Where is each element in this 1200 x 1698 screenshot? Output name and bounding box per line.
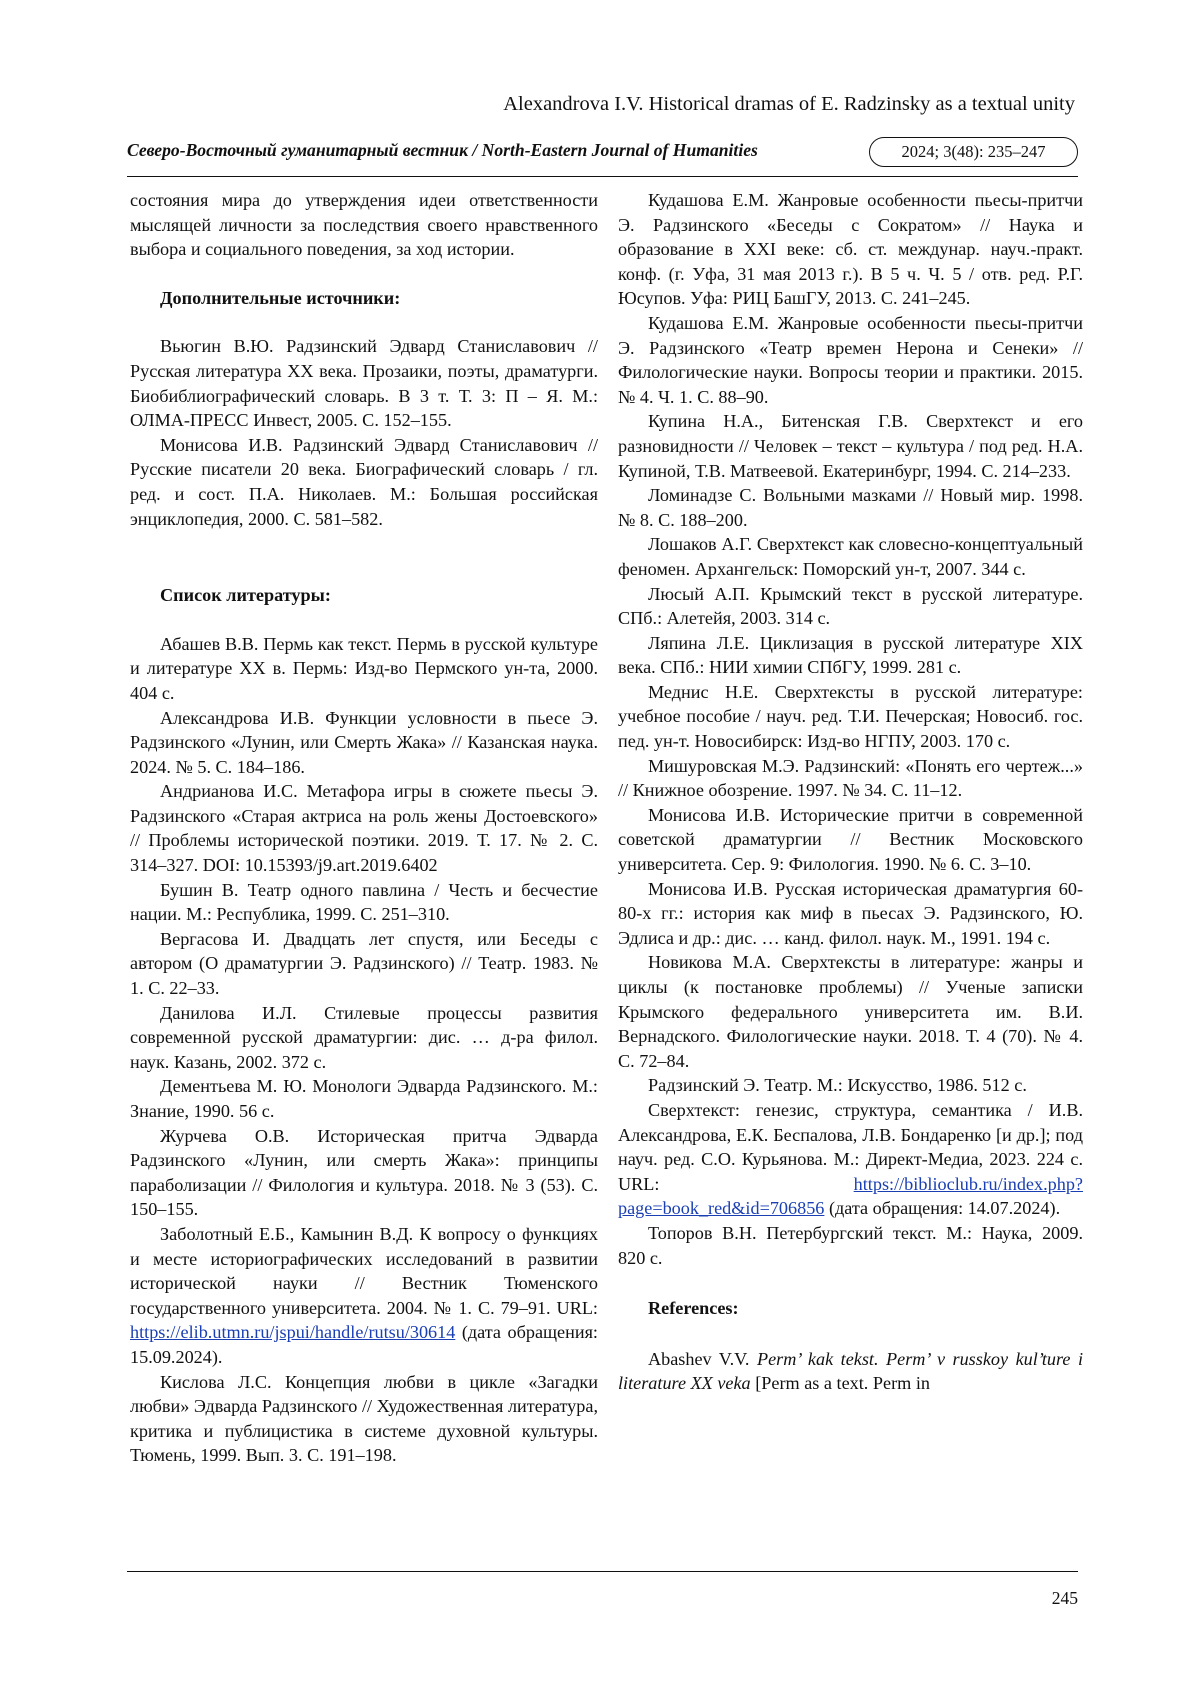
spacer	[130, 531, 598, 583]
left-column	[130, 188, 598, 1468]
spacer	[618, 1270, 1083, 1296]
reference-item: Дементьева М. Ю. Монологи Эдварда Радзинского. М.: Знание, 1990. 56 с.	[130, 1076, 598, 1121]
right-column	[618, 188, 1083, 1396]
reference-item: Журчева О.В. Историческая притча Эдварда Радзинского «Лунин, или смерть Жака»: принципы параболизации // Филология и культура. 2018. № 3 (53). С. 150–155.	[130, 1125, 598, 1220]
reference-item: Мишуровская М.Э. Радзинский: «Понять его чертеж...» // Книжное обозрение. 1997. № 34. С. 11–12.	[618, 755, 1083, 801]
reference-url-link[interactable]: https://biblioclub.ru/index.php?page=book_red&id=706856	[618, 1173, 1083, 1219]
spacer	[130, 608, 598, 632]
reference-item: Ломинадзе С. Вольными мазками // Новый мир. 1998. № 8. С. 188–200.	[618, 485, 1083, 530]
reference-url-link[interactable]: https://elib.utmn.ru/jspui/handle/rutsu/30614	[130, 1322, 456, 1343]
references-heading: References:	[648, 1298, 739, 1319]
reference-item: Бушин В. Театр одного павлина / Честь и бесчестие нации. М.: Республика, 1999. С. 251–310.	[130, 879, 598, 925]
reference-text: Заболотный Е.Б., Камынин В.Д. К вопросу о функциях и месте историографических исследований в развитии исторической науки // Вестник Тюменского государственного университета. 2004. № 1. С. 79–91. URL:	[130, 1223, 598, 1318]
reference-item: Люсый А.П. Крымский текст в русской литературе. СПб.: Алетейя, 2003. 314 с.	[618, 583, 1083, 629]
english-reference-item	[618, 1347, 1083, 1396]
reference-item: Кислова Л.С. Концепция любви в цикле «Загадки любви» Эдварда Радзинского // Художественная литература, критика и публицистика в системе духовной культуры. Тюмень, 1999. Вып. 3. С. 191–198.	[130, 1371, 598, 1466]
reference-item: Кудашова Е.М. Жанровые особенности пьесы-притчи Э. Радзинского «Беседы с Сократом» // Наука и образование в XXI веке: сб. ст. междунар. науч.-практ. конф. (г. Уфа, 31 мая 2013 г.). В 5 ч. Ч. 5 / отв. ред. Р.Г. Юсупов. Уфа: РИЦ БашГУ, 2013. С. 241–245.	[618, 190, 1083, 309]
reference-item: Монисова И.В. Исторические притчи в современной советской драматургии // Вестник Московского университета. Сер. 9: Филология. 1990. № 6. С. 3–10.	[618, 804, 1083, 875]
reference-item: Меднис Н.Е. Сверхтексты в русской литературе: учебное пособие / науч. ред. Т.И. Печерская; Новосиб. гос. пед. ун-т. Новосибирск: Изд-во НГПУ, 2003. 170 с.	[618, 681, 1083, 752]
reference-item: Данилова И.Л. Стилевые процессы развития современной русской драматургии: дис. … д-ра филол. наук. Казань, 2002. 372 с.	[130, 1002, 598, 1072]
reference-item: Ляпина Л.Е. Циклизация в русской литературе XIX века. СПб.: НИИ химии СПбГУ, 1999. 281 с.	[618, 632, 1083, 678]
reference-title: Perm’ kak tekst. Perm’ v russkoy kul’ture i literature XX veka	[618, 1348, 1084, 1394]
reference-item: Александрова И.В. Функции условности в пьесе Э. Радзинского «Лунин, или Смерть Жака» // Казанская наука. 2024. № 5. С. 184–186.	[130, 707, 598, 777]
intro-paragraph: состояния мира до утверждения идеи ответственности мыслящей личности за последствия своего нравственного выбора и социального поведения, за ход истории.	[130, 190, 598, 260]
reference-item: Радзинский Э. Театр. М.: Искусство, 1986. 512 с.	[648, 1075, 1027, 1096]
reference-item: Андрианова И.С. Метафора игры в сюжете пьесы Э. Радзинского «Старая актриса на роль жены Достоевского» // Проблемы исторической поэтики. 2019. Т. 17. № 2. С. 314–327. DOI: 10.15393/j9.art.2019.6402	[130, 781, 598, 876]
reference-item: Абашев В.В. Пермь как текст. Пермь в русской культуре и литературе ХХ в. Пермь: Изд-во Пермского ун-та, 2000. 404 с.	[130, 633, 598, 703]
footer-rule	[127, 1571, 1078, 1572]
reference-text: Сверхтекст: генезис, структура, семантика / И.В. Александрова, Е.К. Беспалова, Л.В. Бондаренко [и др.]; под науч. ред. С.О. Курьянова. М.: Директ-Медиа, 2023. 224 с. URL:	[618, 1099, 1083, 1194]
page-number: 245	[1051, 1588, 1078, 1608]
reference-item: Новикова М.А. Сверхтексты в литературе: жанры и циклы (к постановке проблемы) // Ученые записки Крымского федерального университета им. В.И. Вернадского. Филологические науки. 2018. Т. 4 (70). № 4. С. 72–84.	[618, 952, 1083, 1071]
additional-source-item: Вьюгин В.Ю. Радзинский Эдвард Станиславович // Русская литература ХХ века. Прозаики, поэты, драматурги. Биобиблиографический словарь. В 3 т. Т. 3: П – Я. М.: ОЛМА-ПРЕСС Инвест, 2005. С. 152–155.	[130, 336, 598, 431]
issue-badge: 2024; 3(48): 235–247	[869, 137, 1078, 167]
reference-item: Вергасова И. Двадцать лет спустя, или Беседы с автором (О драматургии Э. Радзинского) // Театр. 1983. № 1. С. 22–33.	[130, 928, 598, 999]
spacer	[130, 310, 598, 334]
additional-sources-heading: Дополнительные источники:	[160, 287, 401, 308]
reference-item: Монисова И.В. Русская историческая драматургия 60-80-х гг.: история как миф в пьесах Э. Радзинского, Ю. Эдлиса и др.: дис. … канд. филол. наук. М., 1991. 194 с.	[618, 878, 1083, 948]
literature-heading: Список литературы:	[160, 585, 331, 606]
additional-source-item: Монисова И.В. Радзинский Эдвард Станиславович // Русские писатели 20 века. Биографический словарь / гл. ред. и сост. П.А. Николаев. М.: Большая российская энциклопедия, 2000. С. 581–582.	[130, 434, 598, 529]
header-rule	[127, 176, 1078, 177]
reference-rest: [Perm as a text. Perm in	[750, 1373, 930, 1394]
reference-item-sverkhtekst	[618, 1098, 1083, 1221]
reference-access-date: (дата обращения: 15.09.2024).	[130, 1322, 598, 1367]
journal-header	[127, 137, 1078, 169]
reference-item: Купина Н.А., Битенская Г.В. Сверхтекст и его разновидности // Человек – текст – культура / под ред. Н.А. Купиной, Т.В. Матвеевой. Екатеринбург, 1994. С. 214–233.	[618, 411, 1083, 481]
spacer	[618, 1321, 1083, 1347]
journal-name: Северо-Восточный гуманитарный вестник / North-Eastern Journal of Humanities	[127, 140, 758, 160]
reference-item-zabolotny	[130, 1222, 598, 1370]
reference-item: Лошаков А.Г. Сверхтекст как словесно-концептуальный феномен. Архангельск: Поморский ун-т, 2007. 344 с.	[618, 534, 1083, 579]
reference-item: Кудашова Е.М. Жанровые особенности пьесы-притчи Э. Радзинского «Театр времен Нерона и Сенеки» // Филологические науки. Вопросы теории и практики. 2015. № 4. Ч. 1. С. 88–90.	[618, 312, 1083, 407]
reference-author: Abashev V.V.	[648, 1348, 757, 1369]
running-title: Alexandrova I.V. Historical dramas of E. Radzinsky as a textual unity	[503, 93, 1075, 115]
spacer	[130, 262, 598, 286]
reference-access-date: (дата обращения: 14.07.2024).	[824, 1198, 1061, 1219]
reference-item: Топоров В.Н. Петербургский текст. М.: Наука, 2009. 820 с.	[618, 1222, 1083, 1268]
